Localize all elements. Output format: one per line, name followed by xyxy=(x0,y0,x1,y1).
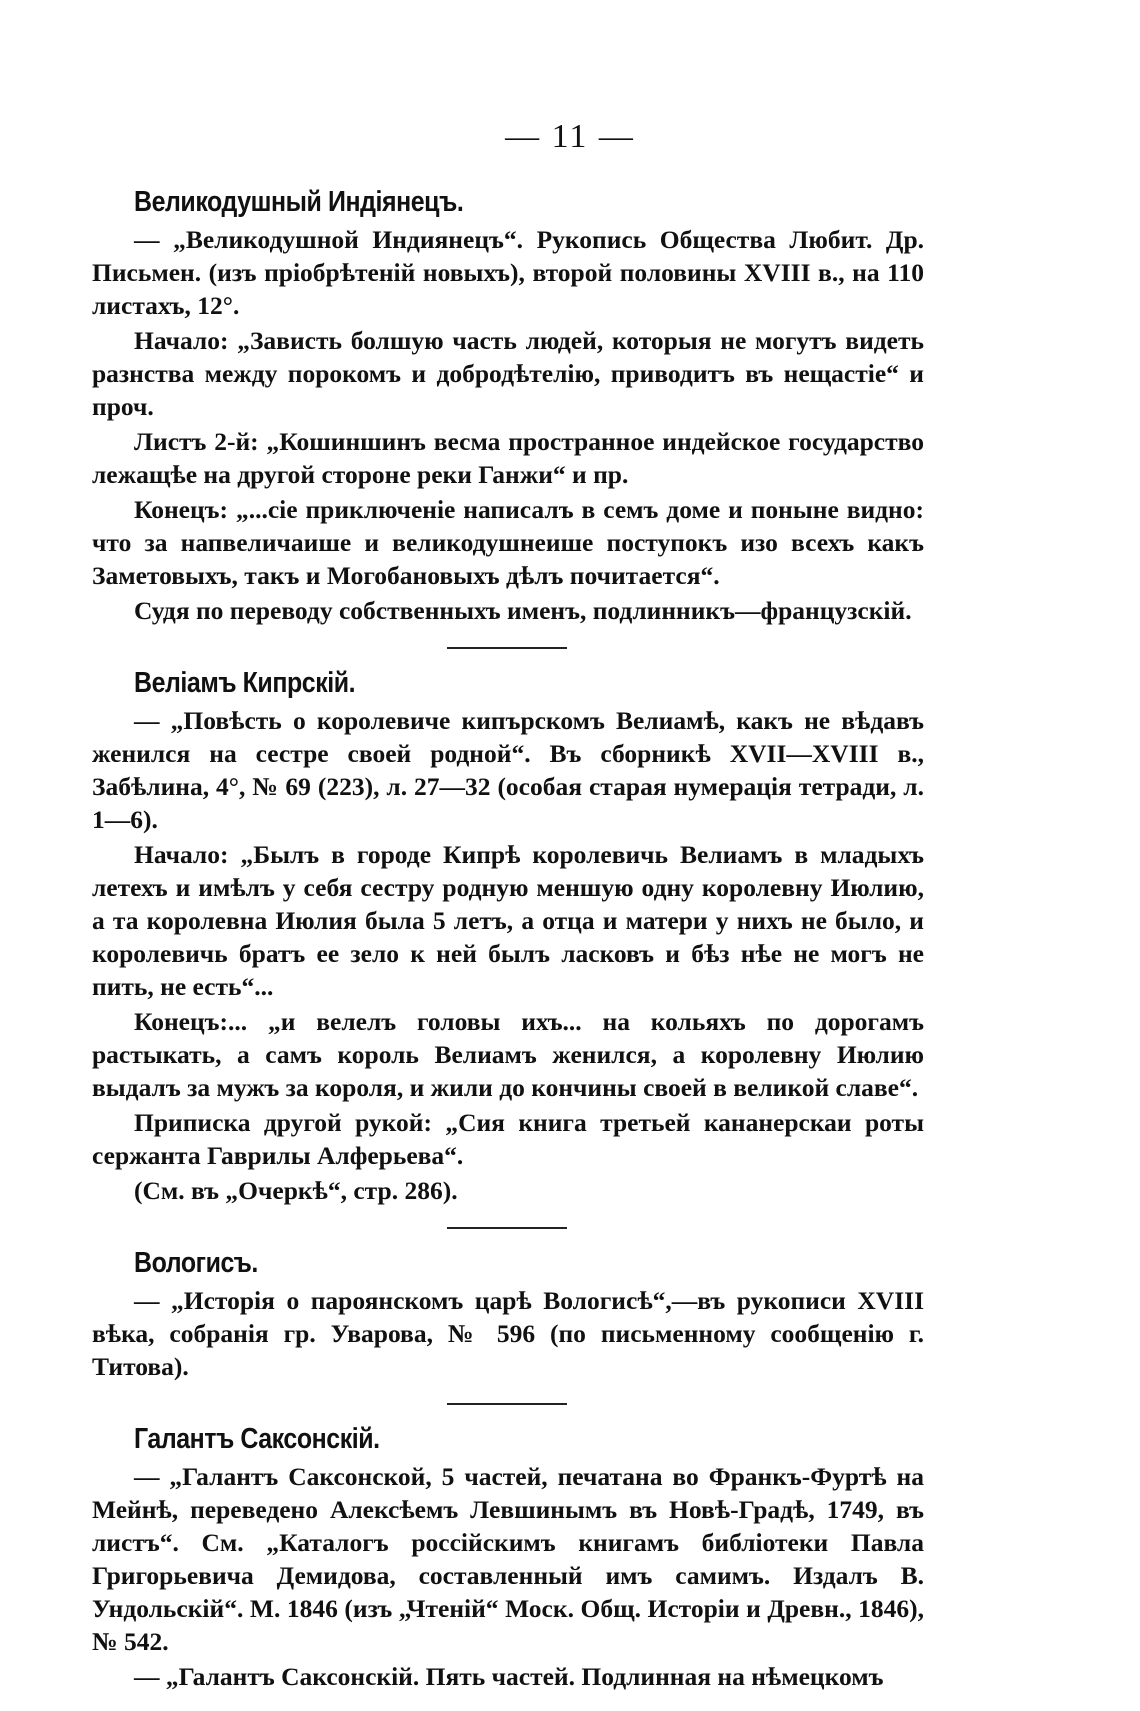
entry-vologis xyxy=(92,1247,924,1383)
entry-paragraph: Начало: „Былъ в городе Кипрѣ королевичь Велиамъ в младыхъ летехъ и имѣлъ у себя сестру родную меншую одну королевну Июлию, а та королевна Июлия была 5 летъ, а отца и матери у нихъ не было, и королевичь братъ ее зело к ней былъ ласковъ и бѣз нѣе не могъ не пить, не есть“... xyxy=(92,840,924,1001)
entry-heading: Великодушный Индіянецъ. xyxy=(134,186,464,218)
entry-velikodushny-indiyanets xyxy=(92,186,924,627)
text-column xyxy=(92,186,924,1711)
entry-paragraph: — „Великодушной Индиянецъ“. Рукопись Общества Любит. Др. Письмен. (изъ пріобрѣтеній новыхъ), второй половины XVIII в., на 110 листахъ, 12°. xyxy=(92,225,924,320)
entry-heading: Вологисъ. xyxy=(134,1247,258,1279)
entry-paragraph: — „Галантъ Саксонскій. Пять частей. Подлинная на нѣмецкомъ xyxy=(134,1662,884,1691)
section-divider xyxy=(447,647,567,649)
entry-paragraph: (См. въ „Очеркѣ“, стр. 286). xyxy=(134,1176,458,1205)
entry-paragraph: Судя по переводу собственныхъ именъ, подлинникъ—французскій. xyxy=(134,596,912,625)
page-number: — 11 — xyxy=(505,118,635,155)
section-divider xyxy=(447,1227,567,1229)
entry-paragraph: Конецъ:... „и велелъ головы ихъ... на кольяхъ по дорогамъ растыкать, а самъ король Велиамъ женился, а королевну Июлию выдалъ за мужъ за короля, и жили до кончины своей в великой славе“. xyxy=(92,1007,924,1102)
entry-veliam-kiprsky xyxy=(92,667,924,1207)
entry-galant-saksonsky xyxy=(92,1423,924,1693)
entry-paragraph: Приписка другой рукой: „Сия книга третьей кананерскаи роты сержанта Гаврилы Алферьева“. xyxy=(92,1108,924,1170)
section-divider xyxy=(447,1403,567,1405)
entry-paragraph: Листъ 2-й: „Кошиншинъ весма пространное индейское государство лежащѣе на другой стороне реки Ганжи“ и пр. xyxy=(92,427,924,489)
entry-paragraph: — „Галантъ Саксонской, 5 частей, печатана во Франкъ-Фуртѣ на Мейнѣ, переведено Алексѣемъ Левшинымъ въ Новѣ-Градѣ, 1749, въ листъ“. См. „Каталогъ россійскимъ книгамъ библіотеки Павла Григорьевича Демидова, составленный имъ самимъ. Издалъ В. Ундольскій“. М. 1846 (изъ „Чтеній“ Моск. Общ. Исторіи и Древн., 1846), № 542. xyxy=(92,1462,924,1656)
entry-heading: Галантъ Саксонскій. xyxy=(134,1423,380,1455)
entry-paragraph: — „Повѣсть о королевиче кипърскомъ Велиамѣ, какъ не вѣдавъ женился на сестре своей родной“. Въ сборникѣ XVII—XVIII в., Забѣлина, 4°, № 69 (223), л. 27—32 (особая старая нумерація тетради, л. 1—6). xyxy=(92,706,924,834)
entry-paragraph: Начало: „Зависть болшую часть людей, которыя не могутъ видеть разнства между порокомъ и добродѣтелію, приводитъ въ нещастіе“ и проч. xyxy=(92,326,924,421)
entry-paragraph: — „Исторія о пароянскомъ царѣ Вологисѣ“,—въ рукописи XVIII вѣка, собранія гр. Уварова, № 596 (по письменному сообщенію г. Титова). xyxy=(92,1286,924,1381)
entry-heading: Веліамъ Кипрскій. xyxy=(134,667,356,699)
entry-paragraph: Конецъ: „...сіе приключеніе написалъ в семъ доме и поныне видно: что за напвеличаише и великодушнеише поступокъ изо всехъ какъ Заметовыхъ, такъ и Могобановыхъ дѣлъ почитается“. xyxy=(92,495,924,590)
